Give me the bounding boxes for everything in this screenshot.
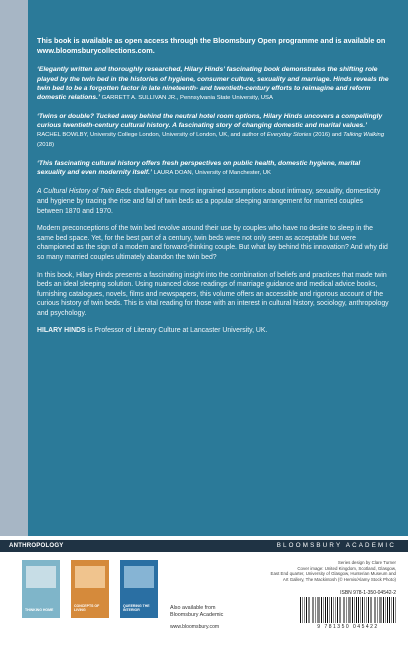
quote-attribution: LAURA DOAN, University of Manchester, UK	[153, 170, 271, 177]
related-book-thumb: CONCEPTS OF LIVING	[71, 560, 109, 618]
description-paragraph-1: A Cultural History of Twin Beds challenges our most ingrained assumptions about intimacy, sexuality, domesticity and hygiene by tracing the rise and fall of twin beds as a popular sleeping arrangement for married couples between 1870 and 1970.	[37, 188, 381, 215]
category-bar	[0, 540, 408, 552]
open-access-notice: This book is available as open access through the Bloomsbury Open programme and is available on www.bloomsburycollections.com.	[37, 36, 386, 56]
review-quote-1	[37, 65, 389, 102]
quote-attribution: RACHEL BOWLBY, University College London, University of London, UK, and author of Everyday Stories (2016) and Talking Walking (2018)	[37, 131, 385, 149]
author-bio: HILARY HINDS is Professor of Literary Culture at Lancaster University, UK.	[37, 327, 268, 335]
category-label: ANTHROPOLOGY	[9, 542, 64, 549]
blurb-area	[37, 36, 389, 344]
review-quote-2	[37, 112, 389, 150]
description-paragraph-2: Modern preconceptions of the twin bed revolve around their use by couples who have no desire to sleep in the same bed space. Yet, for the best part of a century, twin beds were not only seen as acceptable but were championed as the sign of a modern and forward-thinking couple. But what lay behind this innovation? And why did so many married couples ultimately abandon the twin bed?	[37, 225, 388, 261]
isbn: ISBN 978-1-350-04542-2	[340, 590, 396, 596]
quote-text: ‘This fascinating cultural history offers fresh perspectives on public health, domestic hygiene, marital sexuality and even modernity itself.’	[37, 160, 361, 177]
barcode-number: 9 781350 045422	[317, 624, 379, 630]
cover-credits: Series design by Clare Turner Cover image: United Kingdom, Scotland, Glasgow, East End quarter, University of Glasgow, Hunterian Museum and Art Gallery, The Mackintosh (© Hemis/Alamy Stock Photo)	[270, 560, 396, 582]
quote-attribution: GARRETT A. SULLIVAN JR., Pennsylvania State University, USA	[101, 94, 273, 101]
publisher-website: www.bloomsbury.com	[170, 624, 220, 630]
description-paragraph-3: In this book, Hilary Hinds presents a fascinating insight into the combination of beliefs and practices that made twin beds an ideal sleeping solution. Using nuanced close readings of marriage guidance and medical advice books, furnishing catalogues, novels, films and newspapers, this volume offers an accessible and rigorous account of the curious history of twin beds. This is vital reading for those with an interest in cultural history, sociology, anthropology and psychology.	[37, 271, 389, 317]
review-quote-3	[37, 159, 389, 178]
author-name: HILARY HINDS	[37, 327, 86, 335]
also-available: Also available from Bloomsbury Academic	[170, 605, 224, 618]
related-book-thumb: QUEERING THE INTERIOR	[120, 560, 158, 618]
quote-text: ‘Elegantly written and thoroughly researched, Hilary Hinds’ fascinating book demonstrates the shifting role played by the twin bed in the histories of hygiene, consumer culture, sexuality and marriage. Hinds reveals the twin bed to be a forgotten factor in late nineteenth- and twentieth-century efforts to reimagine and reform domestic relations.’	[37, 66, 389, 101]
quote-text: ‘Twins or double? Tucked away behind the neutral hotel room options, Hilary Hinds uncovers a compellingly curious twentieth-century cultural history. A fascinating story of changing domestic and marital values.’	[37, 112, 383, 129]
side-stripe	[0, 0, 28, 536]
barcode	[300, 597, 396, 623]
publisher-label: BLOOMSBURY ACADEMIC	[276, 542, 396, 549]
book-title-italic: A Cultural History of Twin Beds	[37, 188, 132, 196]
related-book-thumb: THINKING HOME	[22, 560, 60, 618]
